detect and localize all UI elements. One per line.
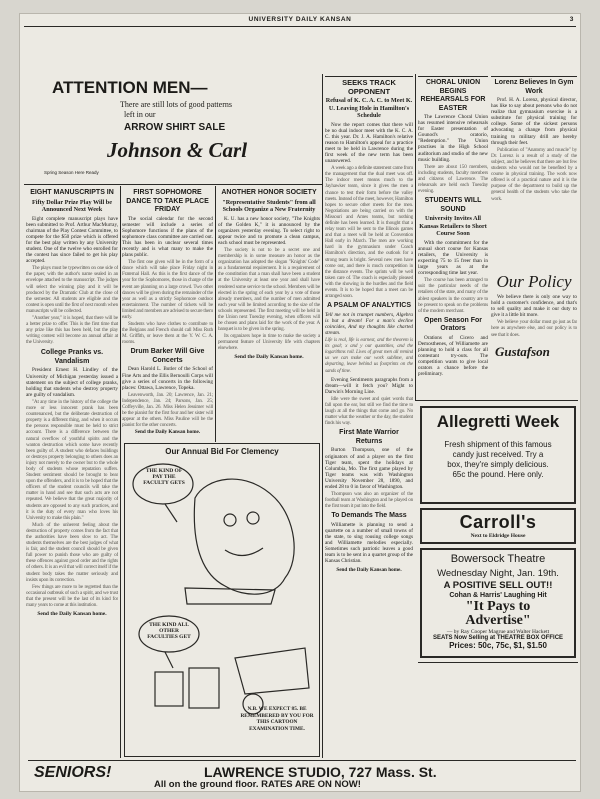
body-track: Now the report comes that there will be no dual indoor meet with the K. C. A. C. this year. Dr. J. A. Hamilton's relative reason to Hamilton's appeal for a practice meet to be held in Lawrence during the first week of the new term has been unanswered. bbox=[325, 121, 413, 165]
filler-text: Its organizers hope in time to make the society a permanent feature of University life with chapters elsewhere. bbox=[218, 333, 320, 352]
cartoon-balloon-2: THE KIND ALL OTHER FACULTIES GET bbox=[147, 622, 191, 640]
cartoon-drawing bbox=[125, 458, 319, 748]
ad-allegretti-line1: Fresh shipment of this famous bbox=[444, 440, 552, 449]
filler-text: The first one given will be in the form of a dance which will take place Friday night in Fraternal Hall. As this is the first dance of the year for the Sophomores, those in charge of the event are planning on a large crowd. Two other dances will be given during the remainder of the year as well as a strictly Sophomore outdoor entertainment. The number of tickets will be limited and members are advised to secure them early. bbox=[122, 259, 213, 320]
figure-arm bbox=[185, 588, 275, 604]
headline-manuscripts: EIGHT MANUSCRIPTS IN bbox=[30, 189, 114, 196]
ad-carrolls-sub: Next to Eldridge House bbox=[470, 533, 526, 539]
sack-left bbox=[155, 672, 183, 706]
balloon-pointer-1 bbox=[165, 504, 177, 522]
ad-arrow-line1: There are still lots of good patterns bbox=[120, 100, 232, 109]
headline-dance: FIRST SOPHOMORE DANCE TO TAKE PLACE FRIDAY bbox=[126, 189, 209, 213]
body-lorenz: Prof. H. A. Lorenz, physical director, has like to say about persons who do not realize that gymnasium exercise is a substitute for physical training for college. Some of the sickest persons advocating a change from physical training to military drill are hereby through their feet. bbox=[491, 97, 577, 146]
filler-text: Leavenworth, Jan. 20; Lawrence, Jan. 21; Independence, Jan. 24; Parsons, Jan. 25; Coffeyville, Jan. 26. Miss Helen Jessimer will be the pianist for the first four and her sister will appear at the others. Miss Pauline will be the pianist for the other concerts. bbox=[122, 391, 213, 429]
cartoon-panel bbox=[124, 443, 320, 757]
headline-first-mate: First Mate Warrior Returns bbox=[339, 429, 399, 445]
newspaper-page bbox=[20, 14, 580, 791]
filler-text: The society is not to be a secret one and membership is in some measure an honor as the organization has adopted the slogan "Knights' Code" as a fundamental requirement. It is a requirement of the constitution that a man shall have been a student at the University at least one year and shall have rendered some service to the school. Members will be elected in the spring of each year by a vote of those already members, and the number of men admitted each year will be limited according to the size of the schools represented. The first meeting will be held in the Union next Tuesday evening, when officers will be chosen and plans laid for the work of the year. A banquet is to be given in the spring. bbox=[218, 246, 320, 333]
headline-choral: CHORAL UNION BEGINS REHEARSALS FOR EASTER bbox=[418, 76, 488, 113]
ad-arrow-line2: left in our bbox=[124, 110, 156, 119]
ad-arrow-brand: Johnson & Carl bbox=[106, 138, 248, 162]
headline-demands: To Demands The Mass bbox=[331, 512, 407, 520]
ad-studio-line2: All on the ground floor. RATES ARE ON NOW! bbox=[154, 779, 361, 790]
ad-theatre-producers: Cohan & Harris' Laughing Hit bbox=[449, 592, 547, 599]
headline-honor: ANOTHER HONOR SOCIETY bbox=[221, 189, 317, 196]
column-5 bbox=[418, 74, 488, 400]
send-home-line-4: Send the Daily Kansan home. bbox=[336, 566, 402, 573]
filler-text: Idle were the sweet and quiet words that fall upon the ear, but still we find the time to laugh at all the things that come and go. No matter what the weather or the day, the student finds his way. bbox=[325, 395, 413, 427]
ad-studio bbox=[28, 760, 576, 790]
filler-text: "Another year," it is hoped, that there will be a better prize to offer. This is the first time that any prize like this has been held, but the play writing contest will become an annual affair at the University. bbox=[26, 315, 118, 346]
filler-text: We believe your dollar must go just as far here as anywhere else, and our policy is to see that it does. bbox=[491, 319, 577, 338]
column-3 bbox=[218, 187, 320, 441]
headline-orators: Open Season For Orators bbox=[424, 316, 482, 333]
filler-text: Thompson was also an organizer of the football team at Washington and he played on the first team it put into the field. bbox=[325, 491, 413, 510]
headline-track: SEEKS TRACK OPPONENT bbox=[325, 76, 413, 96]
ad-studio-lead: SENIORS! bbox=[34, 764, 112, 781]
sack-right bbox=[189, 668, 219, 708]
ad-studio-name: LAWRENCE STUDIO, 727 Mass. St. bbox=[204, 764, 437, 780]
column-2 bbox=[122, 187, 213, 441]
deck-track: Refusal of K. C. A. C. to Meet K. U. Leaving Hole in Hamilton's Schedule bbox=[325, 97, 413, 119]
ad-theatre-title: Bowersock Theatre bbox=[450, 553, 546, 565]
header-rule bbox=[24, 26, 576, 27]
ad-arrow-product: ARROW SHIRT SALE bbox=[124, 122, 226, 133]
body-pranks: President Ernest H. Lindley of the University of Michigan yesterday issued a statement on the subject of college pranks, holding that students who destroy property are guilty of vandalism. bbox=[26, 367, 118, 398]
filler-text: Students who have clothes to contribute to the Belgians and French should call Miss Ruth M. Griffith, or leave them at the Y. W. C. A. rooms. bbox=[122, 321, 213, 346]
page-header bbox=[20, 14, 580, 26]
send-home-line-2: Send the Daily Kansan home. bbox=[134, 429, 201, 436]
figure-eye-left bbox=[224, 514, 236, 526]
ad-allegretti bbox=[420, 406, 576, 504]
filler-text: Life is real, life is earnest, and the theorem is its goal; x and y our quantities, and the logarithms roll. Lives of great men all remind us we can make our work sublime, and departing, leave behind us footprints on the sands of time. bbox=[325, 337, 413, 374]
ad-theatre-date: Wednesday Night, Jan. 19th. bbox=[437, 568, 559, 579]
ad-theatre-show2: Advertise" bbox=[465, 613, 531, 628]
ad-carrolls-name: Carroll's bbox=[459, 512, 537, 532]
cartoon-balloon-1: THE KIND OF PAY THE FACULTY GETS bbox=[143, 468, 185, 486]
ad-arrow-shirts bbox=[28, 74, 320, 184]
wheelbarrow bbox=[235, 648, 309, 694]
figure-eye-right bbox=[247, 512, 259, 524]
deck-students: University Invites All Kansas Retailers to Short Course Soon bbox=[419, 215, 487, 238]
theatre-bottom-rule bbox=[418, 662, 578, 663]
filler-text: Few things are more to be regretted than the occasional outbreak of such a spirit, and we trust that the present will be the last of its kind for many years to come at this institution. bbox=[26, 583, 118, 609]
body-evening: Evening Sentiments paragraphs from a dream—will it fetch you? Might to Darwin's Morning Line. bbox=[325, 376, 413, 395]
body-honor: K. U. has a new honor society, "The Knights of the Golden K," it is announced by the organizers yesterday evening. To select right to appear twice and to promote a clean campus, each school must be represented. bbox=[218, 215, 320, 246]
ad-allegretti-line2: candy just received. Try a bbox=[452, 450, 544, 459]
ad-policy bbox=[491, 270, 577, 398]
ad-allegretti-title: Allegretti Week bbox=[436, 412, 560, 431]
ad-carrolls bbox=[420, 508, 576, 544]
column-rule-1 bbox=[120, 186, 121, 442]
ad-arrow-title: ATTENTION MEN— bbox=[52, 78, 208, 97]
ad-bottom-rule bbox=[24, 184, 322, 185]
filler-text: The plays must be typewritten on one side of the paper, with the author's name sealed in an envelope attached to the manuscript. The judges will select the winning play and it will be produced by the Dramatic Club at the close of the semester. All students are eligible and the contest is open until the first of next month when manuscripts will be collected. bbox=[26, 265, 118, 314]
filler-text: "At any time in the history of the college the more or less innocent prank has been countenanced, but the deliberate destruction of property is a different thing, and when it occurs the persons responsible must be held to strict account. There is a difference between the natural overflow of youthful spirits and the wanton destruction which some have recently been guilty of. A student who defaces buildings or destroys property belonging to others does an injury not merely to the owner but to the whole body of students whose reputation suffers. Student sentiment should be brought to bear upon the offenders, and it is to be hoped that the officers of the student councils will take the matter in hand and see that such acts are not repeated. We believe that the great majority of students are opposed to any such practices, and it is the duty of every man who loves his University to make this plain." bbox=[26, 398, 118, 521]
masthead-label: UNIVERSITY DAILY KANSAN bbox=[248, 16, 352, 23]
body-manuscripts: Eight complete manuscript plays have been submitted to Prof. Arthur MacMurray, chairman of the Play Contest Committee, to compete for the $50 prize which is offered for the best play written by any University student. One of the twelve who enrolled for the contest has since failed to get his play accepted. bbox=[26, 215, 118, 265]
body-choral: The Lawrence Choral Union has resumed intensive rehearsals for Easter presentation of Gounod's oratorio, "Redemption." The Union practises in the High School auditorium and studio of the new music building. bbox=[418, 114, 488, 163]
deck-manuscripts: Fifty Dollar Prize Play Will be Announced Next Week bbox=[32, 198, 112, 213]
filler-text: Publication of "Anatomy and muscle" by Dr. Lorenz is a result of a study of the subject, and he believes that there are but few students who would not be benefited by a course in physical training. The work now offered is of a practical nature and it is the purpose of the department to build up the general health of the students who take the work. bbox=[491, 146, 577, 202]
ad-top-rule bbox=[415, 400, 578, 401]
ad-theatre-prices: Prices: 50c, 75c, $1, $1.50 bbox=[449, 641, 547, 650]
column-rule-4 bbox=[415, 74, 416, 400]
figure-mouth bbox=[225, 548, 263, 556]
ad-theatre-show1: "It Pays to bbox=[465, 599, 531, 614]
ad-policy-signature: Gustafson bbox=[495, 343, 550, 359]
headline-lorenz: Lorenz Believes In Gym Work bbox=[491, 76, 577, 96]
filler-text: There are about 150 members, including students, faculty members and citizens of Lawrence. The rehearsals are held each Tuesday evening. bbox=[418, 163, 488, 195]
balloon-pointer-2 bbox=[165, 652, 173, 668]
body-dance: The social calendar for the second semester will include a series of Sophomore functions if the plans of the sophomore class committee are carried out. This has been in unclear several times recently and is what many to make the plans public. bbox=[122, 215, 213, 259]
headline-students: STUDENTS WILL SOUND bbox=[424, 197, 482, 213]
page-number: 3 bbox=[569, 16, 574, 23]
ad-arrow-footer: Spring Season Here Ready bbox=[44, 170, 99, 175]
column-4 bbox=[325, 74, 413, 758]
filler-text: A week ago a definite statement came from the management that the dual meet was off. The indoor meet means much to the Jayhawker team, since it gives the men a chance to test their form before the valley meets. Instead of the meet, however, Hamilton hopes to secure other meets for the men. Negotiations are being carried on with the Missouri and Ames teams, but nothing definite has been learned. It is thought that a relay team will be sent to the Illinois games and that a meet will be held at Convention Hall early in March. The men are working hard in the gymnasium under Coach Hamilton's direction, and the outlook for a strong team is bright. Several new men have come out, and there is much competition in the distance events. The sprints will be well taken care of. The coach is especially pleased with the showing in the hurdles and the field events. It is to be hoped that a meet can be arranged soon. bbox=[325, 165, 413, 300]
ad-allegretti-line3: box, they're simply delicious. bbox=[447, 460, 549, 469]
ad-policy-body: We believe there is only one way to hold a customer's confidence, and that's to sell quality and make it our duty to give it a little bit more. bbox=[491, 294, 577, 319]
body-demands: Williamette is planning to send a quartette on a number of small towns of the state, to sing rousing college songs and Williamette melodies especially. Sometimes such patriotic leaves a good team is to be sent in a quartet group of the Kansas Christian. bbox=[325, 521, 413, 565]
body-students: With the commitment for the annual short course for Kansas retailers, the University is expecting 75 to 15 freer than in large years as at the corresponding time last year. bbox=[418, 239, 488, 277]
filler-text: The course has been arranged to suit the particular needs of the retailers of the state, and many of the ablest speakers in the country are to be present to speak on the problems of the modern merchant. bbox=[418, 277, 488, 314]
headline-drum: Drum Barker Will Give Concerts bbox=[130, 348, 205, 364]
filler-text: Much of the unherent feeling about the destruction of property comes from the fact that the authorities have been slow to act. The students themselves are the best judges of what is fair, and the student council should be given full power to punish those who are guilty of these offences against good order and the rights of others. It is an evil that will correct itself if the student body takes the matter seriously and insists upon its correction. bbox=[26, 521, 118, 583]
column-rule-2 bbox=[215, 186, 216, 442]
ad-theatre-seats: SEATS Now Selling at THEATRE BOX OFFICE bbox=[432, 635, 564, 641]
figure-head bbox=[194, 479, 294, 594]
column-rule-5 bbox=[120, 442, 121, 758]
body-psalm: Tell me not in trumpet numbers, Algebra is but a dream! For a man's decline coincides, And my thoughts like charted stream. bbox=[325, 311, 413, 336]
ad-theatre-authors: — by Ray Cooper Magrue and Walter Hackett bbox=[446, 629, 550, 635]
deck-honor: "Representative Students" from all Schools Organize a New Fraternity bbox=[222, 198, 316, 213]
ad-theatre bbox=[420, 548, 576, 658]
body-drum: Dean Harold L. Butler of the School of Fine Arts and the Ellis Bernoulli Corps will give a series of concerts in the following places: Ottawa, Lawrence, Topeka. bbox=[122, 366, 213, 391]
send-home-line-1: Send the Daily Kansan home. bbox=[37, 611, 107, 618]
ad-allegretti-price: 65c the pound. Here only. bbox=[452, 470, 544, 479]
ad-policy-title: Our Policy bbox=[496, 272, 572, 291]
column-rule-3 bbox=[322, 74, 323, 758]
headline-psalm: A PSALM OF ANALYTICS bbox=[326, 302, 411, 310]
cartoon-caption: N.B. WE EXPECT 85. BE REMEMBERED BY YOU FOR THIS CARTOON EXAMINATION TIME. bbox=[240, 706, 314, 732]
ad-theatre-tag: A POSITIVE SELL OUT!! bbox=[443, 580, 553, 591]
body-first-mate: Burton Thompson, one of the originators of and a player on the first Tiger team, spent the holidays at Columbia, Mo. The first game played by Tiger teams was with Washington University November 28, 1890, and ended 28 to 0 in favor of Washington. bbox=[325, 447, 413, 490]
cartoon-title: Our Annual Bid For Clemency bbox=[165, 447, 279, 456]
column-6 bbox=[491, 74, 577, 274]
column-1 bbox=[26, 187, 118, 757]
body-orators: Orations of Cicero and Demosthenes, of Williamette are planning to hold a class for all contestant try-outs. The competition wants to give local orators a chance before the preliminary. bbox=[418, 334, 488, 378]
send-home-line-3: Send the Daily Kansan home. bbox=[234, 353, 304, 360]
headline-pranks: College Pranks vs. Vandalism bbox=[40, 349, 104, 365]
